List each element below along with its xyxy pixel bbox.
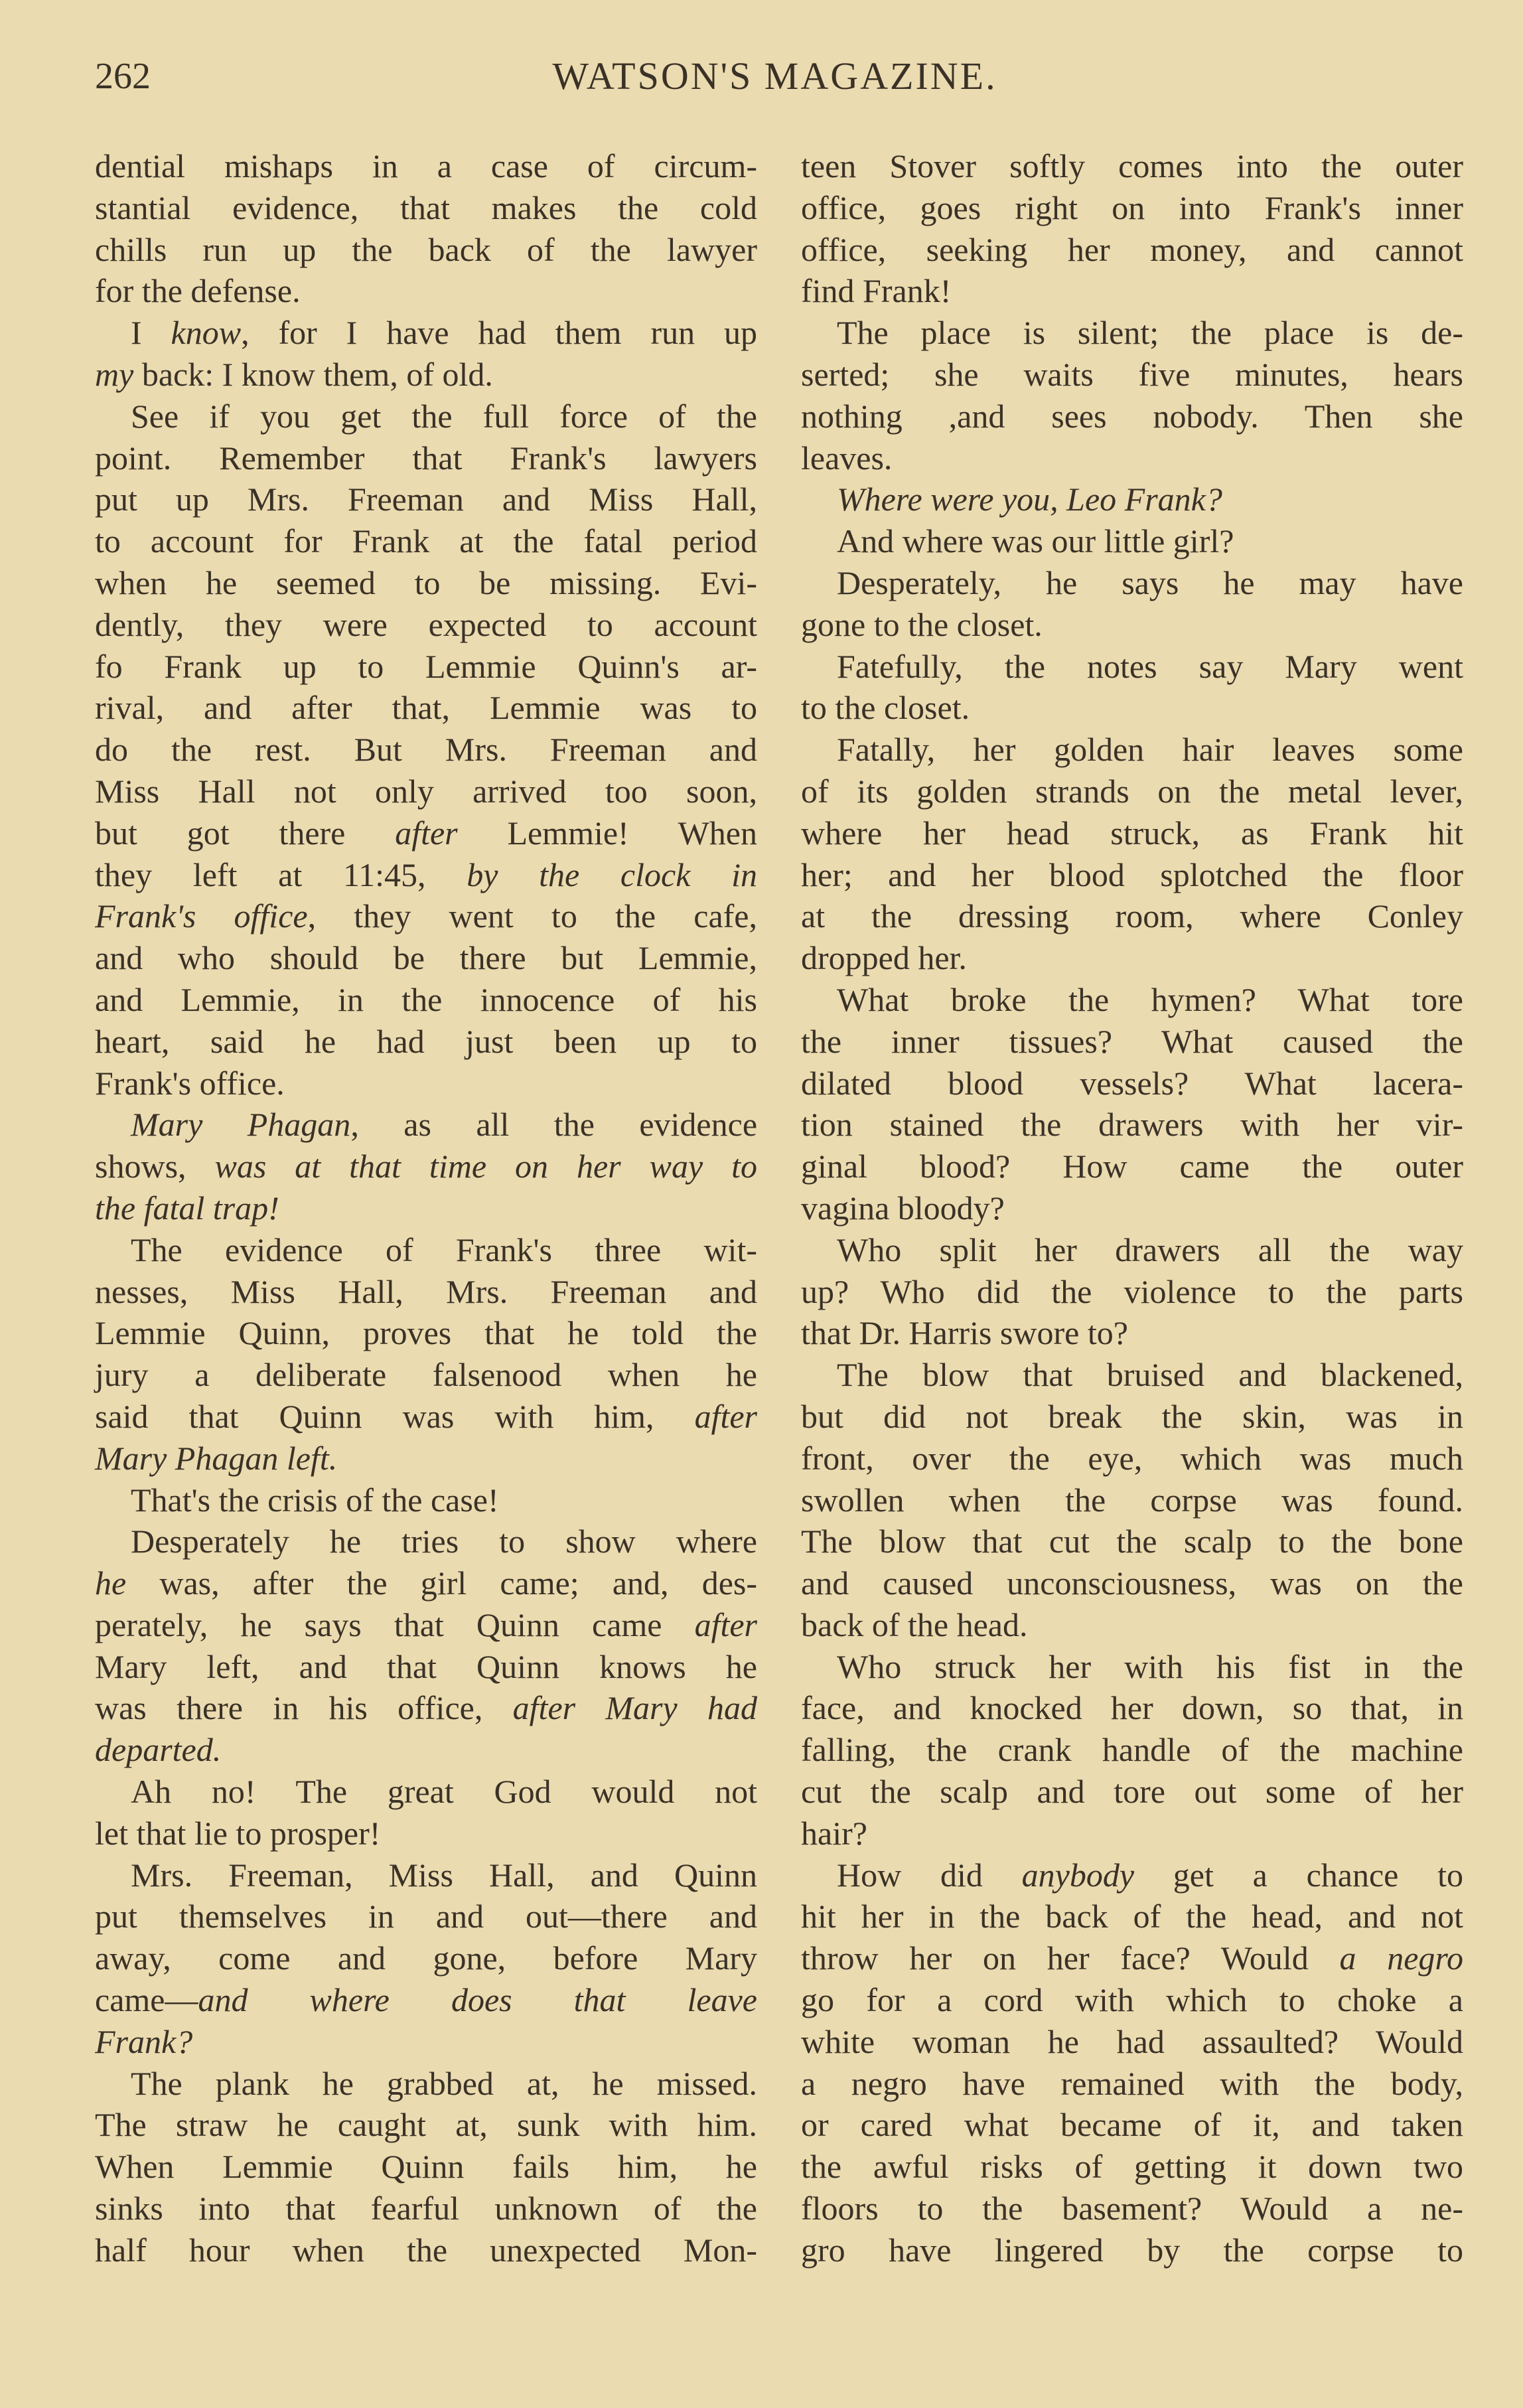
text-line (801, 1063, 1463, 1104)
text-run: when he seemed to be missing. Evi- (95, 564, 757, 601)
text-line (95, 354, 757, 396)
text-line (95, 1312, 757, 1354)
text-run: The blow that cut the scalp to the bone (801, 1523, 1463, 1560)
text-run: get a chance to (1134, 1856, 1464, 1894)
italic-text-run: after (694, 1397, 757, 1435)
paragraph (801, 1646, 1463, 1854)
text-run: sinks into that fearful unknown of the (95, 2190, 757, 2227)
text-line (95, 1187, 757, 1229)
text-run: dential mishaps in a case of circum- (95, 147, 757, 185)
italic-text-run: by the clock in (467, 856, 757, 893)
text-line (95, 562, 757, 604)
text-line (801, 1187, 1463, 1229)
text-run: or cared what became of it, and taken (801, 2106, 1463, 2144)
text-line (95, 1229, 757, 1271)
text-line (95, 1271, 757, 1313)
italic-text-run: Mary Phagan (131, 1106, 351, 1144)
text-line (801, 187, 1463, 229)
text-run: point. Remember that Frank's lawyers (95, 439, 757, 477)
text-line (801, 396, 1463, 437)
text-run: leaves. (801, 439, 893, 477)
text-run: Fatally, her golden hair leaves some (837, 731, 1463, 769)
text-run: I (131, 314, 171, 352)
text-run: The straw he caught at, sunk with him. (95, 2106, 757, 2144)
italic-text-run: know (171, 314, 242, 352)
text-run: How did (837, 1856, 1022, 1894)
text-line (95, 2229, 757, 2271)
text-line (95, 1813, 757, 1854)
text-line (801, 2229, 1463, 2271)
text-line (801, 1687, 1463, 1729)
text-run: was there in his office, (95, 1689, 513, 1727)
text-run: floors to the basement? Would a ne- (801, 2190, 1463, 2227)
text-line (801, 812, 1463, 854)
text-run: dilated blood vessels? What lacera- (801, 1064, 1463, 1102)
text-line (95, 771, 757, 812)
text-line (801, 1021, 1463, 1063)
text-run: serted; she waits five minutes, hears (801, 355, 1463, 393)
text-run: where her head struck, as Frank hit (801, 814, 1463, 852)
paragraph (801, 1229, 1463, 1354)
text-line (95, 1562, 757, 1604)
paragraph (801, 562, 1463, 646)
text-line (801, 937, 1463, 979)
text-line (801, 1562, 1463, 1604)
text-run: Ah no! The great God would not (131, 1773, 757, 1811)
text-line (801, 1854, 1463, 1896)
text-run: and caused unconsciousness, was on the (801, 1564, 1463, 1602)
italic-text-run: was at that time on her way to (214, 1148, 758, 1185)
text-run: of its golden strands on the metal lever, (801, 772, 1463, 810)
text-line (801, 2104, 1463, 2146)
paragraph (95, 396, 757, 1104)
text-line (95, 895, 757, 937)
italic-text-run: anybody (1021, 1856, 1135, 1894)
text-run: at the dressing room, where Conley (801, 897, 1463, 935)
text-line (95, 270, 757, 312)
text-line (95, 1687, 757, 1729)
text-line (95, 1771, 757, 1813)
text-run: teen Stover softly comes into the outer (801, 147, 1463, 185)
text-run: Mrs. Freeman, Miss Hall, and Quinn (131, 1856, 757, 1894)
text-line (95, 1729, 757, 1771)
paragraph (95, 1521, 757, 1771)
text-line (801, 646, 1463, 688)
text-run: Frank's office. (95, 1064, 285, 1102)
text-line (95, 729, 757, 771)
text-run: face, and knocked her down, so that, in (801, 1689, 1463, 1727)
text-line (801, 771, 1463, 812)
text-line (801, 270, 1463, 312)
text-run: was, after the girl came; and, des- (126, 1564, 757, 1602)
text-line (801, 145, 1463, 187)
text-run: Who struck her with his fist in the (837, 1647, 1463, 1685)
text-line (801, 2188, 1463, 2229)
text-run: put themselves in and out—there and (95, 1898, 757, 1935)
text-run: nesses, Miss Hall, Mrs. Freeman and (95, 1272, 757, 1310)
text-line (801, 1937, 1463, 1979)
paragraph (95, 2063, 757, 2271)
paragraph (95, 1771, 757, 1854)
italic-text-run: Frank's office (95, 897, 308, 935)
text-line (95, 2021, 757, 2063)
paragraph (95, 1229, 757, 1479)
text-run: fo Frank up to Lemmie Quinn's ar- (95, 647, 757, 685)
text-run: , for I have had them run up (241, 314, 757, 352)
text-line (95, 604, 757, 646)
text-run: And where was our little girl? (837, 522, 1234, 560)
text-line (95, 979, 757, 1021)
text-run: the awful risks of getting it down two (801, 2148, 1463, 2186)
text-run: hit her in the back of the head, and not (801, 1898, 1463, 1935)
text-run: a negro have remained with the body, (801, 2064, 1463, 2102)
text-line (801, 2146, 1463, 2188)
text-run: find Frank! (801, 272, 952, 310)
text-line (95, 229, 757, 271)
text-run: to account for Frank at the fatal period (95, 522, 757, 560)
text-run: rival, and after that, Lemmie was to (95, 689, 757, 727)
text-run: dropped her. (801, 939, 967, 977)
text-run: jury a deliberate falsenood when he (95, 1356, 757, 1394)
running-title: WATSON'S MAGAZINE. (552, 54, 997, 98)
text-run: came— (95, 1981, 198, 2019)
right-column (801, 145, 1463, 2271)
text-line (95, 187, 757, 229)
text-run: The place is silent; the place is de- (837, 314, 1463, 352)
text-line (801, 354, 1463, 396)
text-line (95, 1438, 757, 1479)
text-line (801, 895, 1463, 937)
text-run: swollen when the corpse was found. (801, 1481, 1463, 1519)
text-line (95, 812, 757, 854)
text-run: back: I know them, of old. (133, 355, 493, 393)
text-run: stantial evidence, that makes the cold (95, 188, 757, 226)
text-line (801, 1396, 1463, 1438)
left-column (95, 145, 757, 2271)
text-run: The evidence of Frank's three wit- (131, 1231, 757, 1268)
text-run: heart, said he had just been up to (95, 1022, 757, 1060)
text-run: the inner tissues? What caused the (801, 1022, 1463, 1060)
paragraph (95, 1854, 757, 2063)
text-run: that Dr. Harris swore to? (801, 1314, 1128, 1352)
text-line (801, 2063, 1463, 2105)
text-run: What broke the hymen? What tore (837, 980, 1463, 1018)
paragraph (801, 1854, 1463, 2271)
text-run: perately, he says that Quinn came (95, 1606, 695, 1643)
text-run: and Lemmie, in the innocence of his (95, 980, 757, 1018)
italic-text-run: the fatal trap! (95, 1189, 279, 1227)
text-line (801, 1646, 1463, 1688)
italic-text-run: a negro (1339, 1939, 1464, 1977)
paragraph (95, 1104, 757, 1229)
text-run: half hour when the unexpected Mon- (95, 2231, 757, 2269)
text-line (801, 1813, 1463, 1854)
text-line (95, 687, 757, 729)
text-line (801, 729, 1463, 771)
text-run: The blow that bruised and blackened, (837, 1356, 1463, 1394)
text-line (801, 1521, 1463, 1562)
text-line (95, 2104, 757, 2146)
text-run: The plank he grabbed at, he missed. (131, 2064, 757, 2102)
text-line (801, 1896, 1463, 1937)
text-line (95, 1604, 757, 1646)
text-run: chills run up the back of the lawyer (95, 230, 757, 268)
text-line (801, 1438, 1463, 1479)
text-run: Fatefully, the notes say Mary went (837, 647, 1463, 685)
text-run: front, over the eye, which was much (801, 1439, 1463, 1477)
page-number: 262 (95, 56, 151, 97)
italic-text-run: Mary Phagan left. (95, 1439, 338, 1477)
text-line (95, 854, 757, 896)
text-line (801, 1479, 1463, 1521)
italic-text-run: my (95, 355, 134, 393)
text-line (801, 1354, 1463, 1396)
text-line (95, 2063, 757, 2105)
text-line (801, 1229, 1463, 1271)
text-run: gone to the closet. (801, 605, 1043, 643)
paragraph (801, 312, 1463, 479)
italic-text-run: Frank? (95, 2022, 193, 2060)
text-line (95, 646, 757, 688)
text-line (95, 145, 757, 187)
text-run: hair? (801, 1814, 867, 1852)
text-run: for the defense. (95, 272, 301, 310)
italic-text-run: departed. (95, 1731, 222, 1769)
text-run: do the rest. But Mrs. Freeman and (95, 731, 757, 769)
text-line (801, 1979, 1463, 2021)
paragraph (801, 479, 1463, 520)
italic-text-run: he (95, 1564, 127, 1602)
text-line (95, 1354, 757, 1396)
italic-text-run: Where were you, Leo Frank? (837, 481, 1222, 518)
text-line (801, 1771, 1463, 1813)
text-line (801, 1604, 1463, 1646)
text-run: away, come and gone, before Mary (95, 1939, 757, 1977)
text-run: falling, the crank handle of the machine (801, 1731, 1463, 1769)
text-line (801, 562, 1463, 604)
paragraph (801, 145, 1463, 312)
italic-text-run: after (694, 1606, 757, 1643)
text-run: vagina bloody? (801, 1189, 1005, 1227)
text-run: , as all the evidence (350, 1106, 758, 1144)
text-line (801, 979, 1463, 1021)
text-line (801, 1312, 1463, 1354)
text-run: When Lemmie Quinn fails him, he (95, 2148, 757, 2186)
text-run: they left at 11:45, (95, 856, 467, 893)
text-line (801, 854, 1463, 896)
text-line (95, 312, 757, 354)
text-line (95, 1021, 757, 1063)
text-line (95, 1104, 757, 1146)
paragraph (801, 520, 1463, 562)
text-line (95, 2146, 757, 2188)
text-run: tion stained the drawers with her vir- (801, 1106, 1463, 1144)
text-line (801, 687, 1463, 729)
text-line (801, 479, 1463, 520)
text-run: let that lie to prosper! (95, 1814, 381, 1852)
text-line (801, 229, 1463, 271)
text-line (95, 1146, 757, 1187)
text-line (95, 1521, 757, 1562)
text-line (95, 520, 757, 562)
text-line (95, 1896, 757, 1937)
text-line (95, 396, 757, 437)
italic-text-run: after Mary had (512, 1689, 758, 1727)
text-line (95, 479, 757, 520)
text-run: , they went to the cafe, (307, 897, 757, 935)
text-run: See if you get the full force of the (131, 397, 757, 435)
text-run: Desperately, he says he may have (837, 564, 1463, 601)
text-run: nothing ,and sees nobody. Then she (801, 397, 1463, 435)
text-run: to the closet. (801, 689, 970, 727)
paragraph (95, 1479, 757, 1521)
paragraph (95, 312, 757, 396)
text-run: Miss Hall not only arrived too soon, (95, 772, 757, 810)
text-line (95, 1646, 757, 1688)
text-run: cut the scalp and tore out some of her (801, 1773, 1463, 1811)
text-line (801, 2021, 1463, 2063)
text-line (801, 437, 1463, 479)
text-line (801, 1729, 1463, 1771)
text-line (95, 437, 757, 479)
paragraph (801, 1354, 1463, 1646)
text-run: but did not break the skin, was in (801, 1397, 1463, 1435)
text-run: That's the crisis of the case! (131, 1481, 499, 1519)
text-run: Desperately he tries to show where (131, 1523, 757, 1560)
text-line (95, 1479, 757, 1521)
text-run: throw her on her face? Would (801, 1939, 1340, 1977)
text-run: back of the head. (801, 1606, 1028, 1643)
text-run: Lemmie! When (457, 814, 758, 852)
text-run: up? Who did the violence to the parts (801, 1272, 1463, 1310)
text-run: gro have lingered by the corpse to (801, 2231, 1463, 2269)
text-line (95, 937, 757, 979)
text-run: office, goes right on into Frank's inner (801, 188, 1463, 226)
text-run: shows, (95, 1148, 215, 1185)
text-run: put up Mrs. Freeman and Miss Hall, (95, 481, 757, 518)
text-run: white woman he had assaulted? Would (801, 2022, 1463, 2060)
text-line (95, 1854, 757, 1896)
text-line (95, 1979, 757, 2021)
text-run: her; and her blood splotched the floor (801, 856, 1463, 893)
italic-text-run: and where does that leave (198, 1981, 757, 2019)
paragraph (801, 646, 1463, 729)
text-line (801, 1146, 1463, 1187)
text-run: Lemmie Quinn, proves that he told the (95, 1314, 757, 1352)
text-line (801, 1104, 1463, 1146)
text-line (95, 1396, 757, 1438)
text-run: said that Quinn was with him, (95, 1397, 695, 1435)
paragraph (801, 979, 1463, 1229)
text-run: and who should be there but Lemmie, (95, 939, 757, 977)
text-line (801, 312, 1463, 354)
text-line (95, 2188, 757, 2229)
text-run: Mary left, and that Quinn knows he (95, 1647, 757, 1685)
text-run: but got there (95, 814, 396, 852)
text-line (95, 1063, 757, 1104)
text-run: dently, they were expected to account (95, 605, 757, 643)
text-line (95, 1937, 757, 1979)
paragraph (95, 145, 757, 312)
text-run: go for a cord with which to choke a (801, 1981, 1463, 2019)
text-run: office, seeking her money, and cannot (801, 230, 1463, 268)
text-line (801, 604, 1463, 646)
paragraph (801, 729, 1463, 979)
italic-text-run: after (395, 814, 458, 852)
text-line (801, 1271, 1463, 1313)
text-line (801, 520, 1463, 562)
text-run: Who split her drawers all the way (837, 1231, 1463, 1268)
text-run: ginal blood? How came the outer (801, 1148, 1463, 1185)
